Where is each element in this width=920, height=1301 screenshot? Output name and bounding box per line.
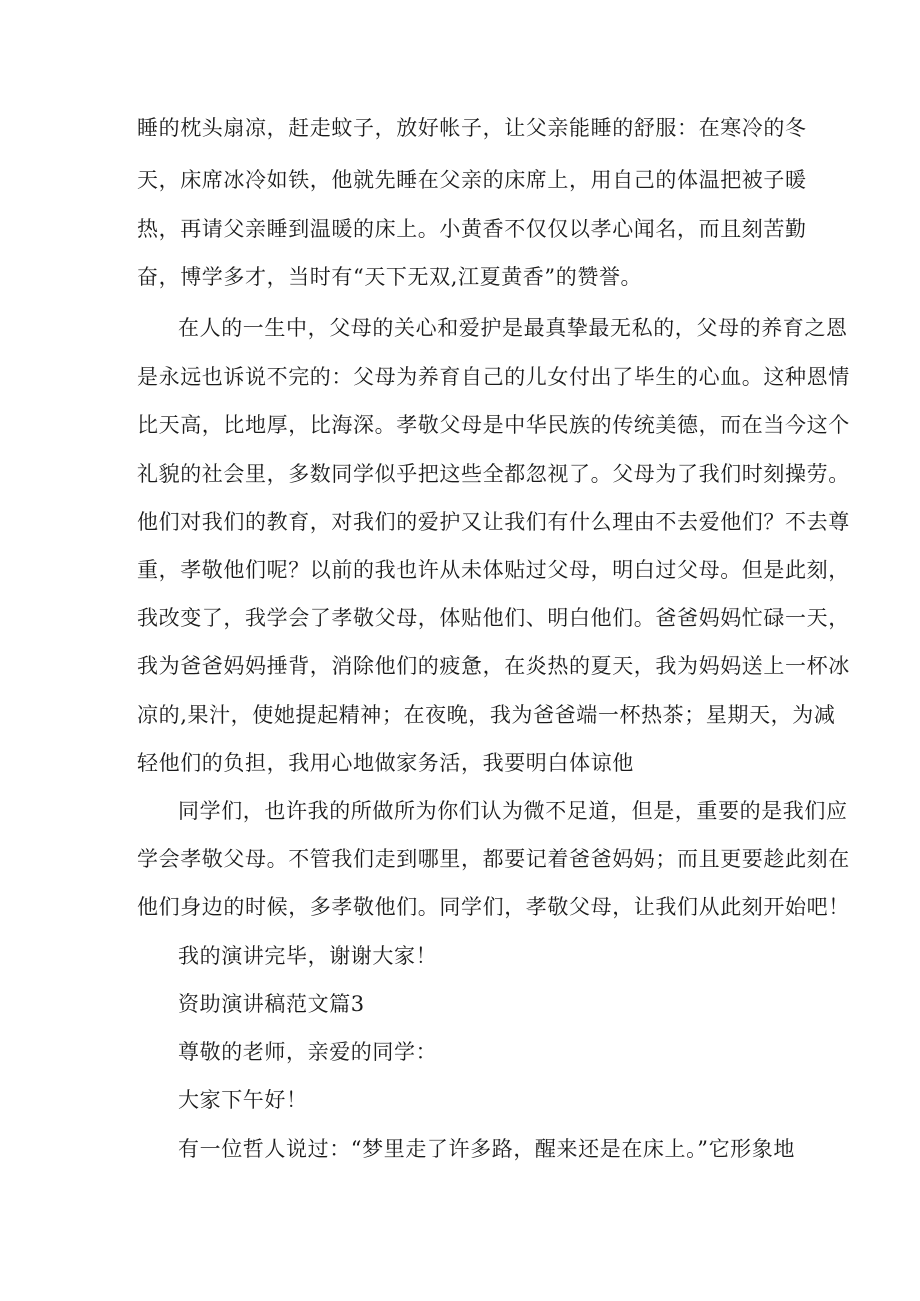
- section-heading: 资助演讲稿范文篇3: [178, 992, 365, 1016]
- text-line: 奋，博学多才，当时有“天下无双,江夏黄香”的赞誉。: [137, 265, 643, 289]
- text-line: 睡的枕头扇凉，赶走蚊子，放好帐子，让父亲能睡的舒服：在寒冷的冬: [137, 116, 807, 140]
- text-line: 热，再请父亲睡到温暖的床上。小黄香不仅仅以孝心闻名，而且刻苦勤: [137, 217, 807, 241]
- text-line: 天，床席冰冷如铁，他就先睡在父亲的床席上，用自己的体温把被子暖: [137, 168, 807, 192]
- paragraph-first-line: 同学们，也许我的所做所为你们认为微不足道，但是，重要的是我们应: [178, 799, 848, 823]
- text-line: 他们身边的时候，多孝敬他们。同学们，孝敬父母，让我们从此刻开始吧！: [137, 895, 850, 919]
- text-line: 重，孝敬他们呢？以前的我也许从未体贴过父母，明白过父母。但是此刻，: [137, 558, 850, 582]
- paragraph-first-line: 有一位哲人说过：“梦里走了许多路，醒来还是在床上。”它形象地: [178, 1137, 795, 1161]
- text-line: 轻他们的负担，我用心地做家务活，我要明白体谅他: [137, 751, 634, 775]
- text-line: 礼貌的社会里，多数同学似乎把这些全都忽视了。父母为了我们时刻操劳。: [137, 462, 850, 486]
- text-line: 学会孝敬父母。不管我们走到哪里，都要记着爸爸妈妈；而且更要趁此刻在: [137, 847, 850, 871]
- salutation: 尊敬的老师，亲爱的同学：: [178, 1040, 438, 1064]
- greeting: 大家下午好！: [178, 1088, 308, 1112]
- text-line: 他们对我们的教育，对我们的爱护又让我们有什么理由不去爱他们？不去尊: [137, 510, 850, 534]
- paragraph-first-line: 在人的一生中，父母的关心和爱护是最真挚最无私的，父母的养育之恩: [178, 316, 848, 340]
- text-line: 是永远也诉说不完的：父母为养育自己的儿女付出了毕生的心血。这种恩情: [137, 365, 850, 389]
- text-line: 我为爸爸妈妈捶背，消除他们的疲惫，在炎热的夏天，我为妈妈送上一杯冰: [137, 654, 850, 678]
- text-line: 我改变了，我学会了孝敬父母，体贴他们、明白他们。爸爸妈妈忙碌一天，: [137, 606, 850, 630]
- text-line: 凉的,果汁，使她提起精神；在夜晚，我为爸爸端一杯热茶；星期天，为减: [137, 703, 836, 727]
- closing-line: 我的演讲完毕，谢谢大家！: [178, 944, 438, 968]
- text-line: 比天高，比地厚，比海深。孝敬父母是中华民族的传统美德，而在当今这个: [137, 413, 850, 437]
